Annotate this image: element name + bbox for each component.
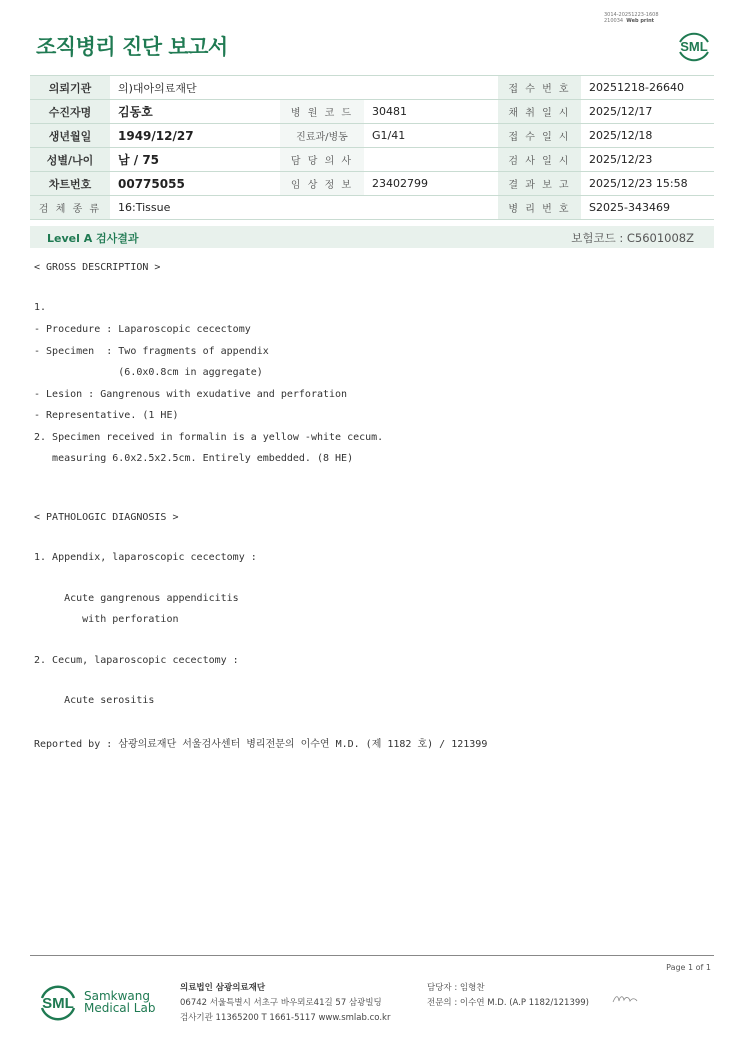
pathology-label: 병 리 번 호 (498, 196, 581, 220)
sex-age-value: 남 / 75 (110, 148, 280, 172)
result-value: 2025/12/23 15:58 (581, 172, 714, 196)
patient-info-table (30, 75, 714, 220)
footer-address: 06742 서울특별시 서초구 바우뫼로41길 57 삼광빌딩 (180, 998, 382, 1008)
gross-line: - Lesion : Gangrenous with exudative and perforation (34, 389, 348, 400)
receive-value: 2025/12/18 (581, 124, 714, 148)
receive-label: 접 수 일 시 (498, 124, 581, 148)
dept-value: G1/41 (364, 124, 498, 148)
doctor-label: 담 당 의 사 (280, 148, 364, 172)
info-row (30, 148, 714, 172)
info-row (30, 124, 714, 148)
specimen-label: 검 체 종 류 (30, 196, 110, 220)
gross-header: < GROSS DESCRIPTION > (34, 262, 161, 273)
accession-label: 접 수 번 호 (498, 76, 581, 100)
doc-code-2: 210034 (604, 18, 624, 24)
page-title: 조직병리 진단 보고서 (36, 35, 228, 59)
brand-name (84, 990, 155, 1014)
diagnosis-line: 2. Cecum, laparoscopic cecectomy : (34, 655, 239, 666)
result-label: 결 과 보 고 (498, 172, 581, 196)
requester-value: 의)대아의료재단 (110, 76, 498, 100)
diagnosis-line: with perforation (34, 614, 179, 625)
doc-code: 3014-20251223-1608 (604, 12, 659, 18)
diagnosis-line: Acute gangrenous appendicitis (34, 593, 239, 604)
gross-line: 2. Specimen received in formalin is a yellow -white cecum. (34, 432, 384, 443)
level-label: Level A 검사결과 (47, 232, 139, 245)
test-label: 검 사 일 시 (498, 148, 581, 172)
info-row (30, 100, 714, 124)
document-meta (604, 12, 659, 24)
level-bar (30, 226, 714, 248)
signature-icon (612, 993, 638, 1005)
doctor-value (364, 148, 498, 172)
sml-logo-icon (674, 26, 714, 66)
accession-value: 20251218-26640 (581, 76, 714, 100)
birth-label: 생년월일 (30, 124, 110, 148)
specimen-value: 16:Tissue (110, 196, 498, 220)
chart-value: 00775055 (110, 172, 280, 196)
gross-line: - Specimen : Two fragments of appendix (34, 346, 269, 357)
gross-line: - Procedure : Laparoscopic cecectomy (34, 324, 251, 335)
reported-by: Reported by : 삼광의료재단 서울검사센터 병리전문의 이수연 M.D. (제 1182 호) / 121399 (34, 739, 488, 750)
info-row (30, 196, 714, 220)
footer-specialist: 전문의 : 이수연 M.D. (A.P 1182/121399) (427, 998, 589, 1008)
diagnosis-header: < PATHOLOGIC DIAGNOSIS > (34, 512, 179, 523)
birth-value: 1949/12/27 (110, 124, 280, 148)
insurance-code: 보험코드 : C5601008Z (571, 231, 694, 245)
page-number: Page 1 of 1 (666, 963, 711, 972)
gross-line: (6.0x0.8cm in aggregate) (34, 367, 263, 378)
info-row (30, 172, 714, 196)
logo-text: SML (42, 995, 74, 1012)
gross-line: 1. (34, 302, 47, 313)
gross-line: measuring 6.0x2.5x2.5cm. Entirely embedded. (8 HE) (34, 453, 354, 464)
clinical-label: 임 상 정 보 (280, 172, 364, 196)
test-value: 2025/12/23 (581, 148, 714, 172)
clinical-value: 23402799 (364, 172, 498, 196)
footer-contact: 검사기관 11365200 T 1661-5117 www.smlab.co.kr (180, 1013, 391, 1023)
info-row (30, 76, 714, 100)
pathology-value: S2025-343469 (581, 196, 714, 220)
chart-label: 차트번호 (30, 172, 110, 196)
sml-logo-icon (36, 980, 80, 1024)
print-label: Web print (626, 18, 655, 24)
brand-line-2: Medical Lab (84, 1001, 156, 1015)
patient-label: 수진자명 (30, 100, 110, 124)
diagnosis-line: Acute serositis (34, 695, 155, 706)
patient-value: 김동호 (110, 100, 280, 124)
logo-text: SML (680, 39, 708, 54)
collect-label: 채 취 일 시 (498, 100, 581, 124)
sex-age-label: 성별/나이 (30, 148, 110, 172)
gross-line: - Representative. (1 HE) (34, 410, 179, 421)
collect-value: 2025/12/17 (581, 100, 714, 124)
hospital-code-label: 병 원 코 드 (280, 100, 364, 124)
footer-charge: 담당자 : 임형찬 (427, 983, 485, 993)
requester-label: 의뢰기관 (30, 76, 110, 100)
footer-divider (30, 955, 714, 956)
brand-line-1: Samkwang (84, 989, 150, 1003)
dept-label: 진료과/병동 (280, 124, 364, 148)
footer-org: 의료법인 삼광의료재단 (180, 983, 266, 993)
diagnosis-line: 1. Appendix, laparoscopic cecectomy : (34, 552, 257, 563)
hospital-code-value: 30481 (364, 100, 498, 124)
